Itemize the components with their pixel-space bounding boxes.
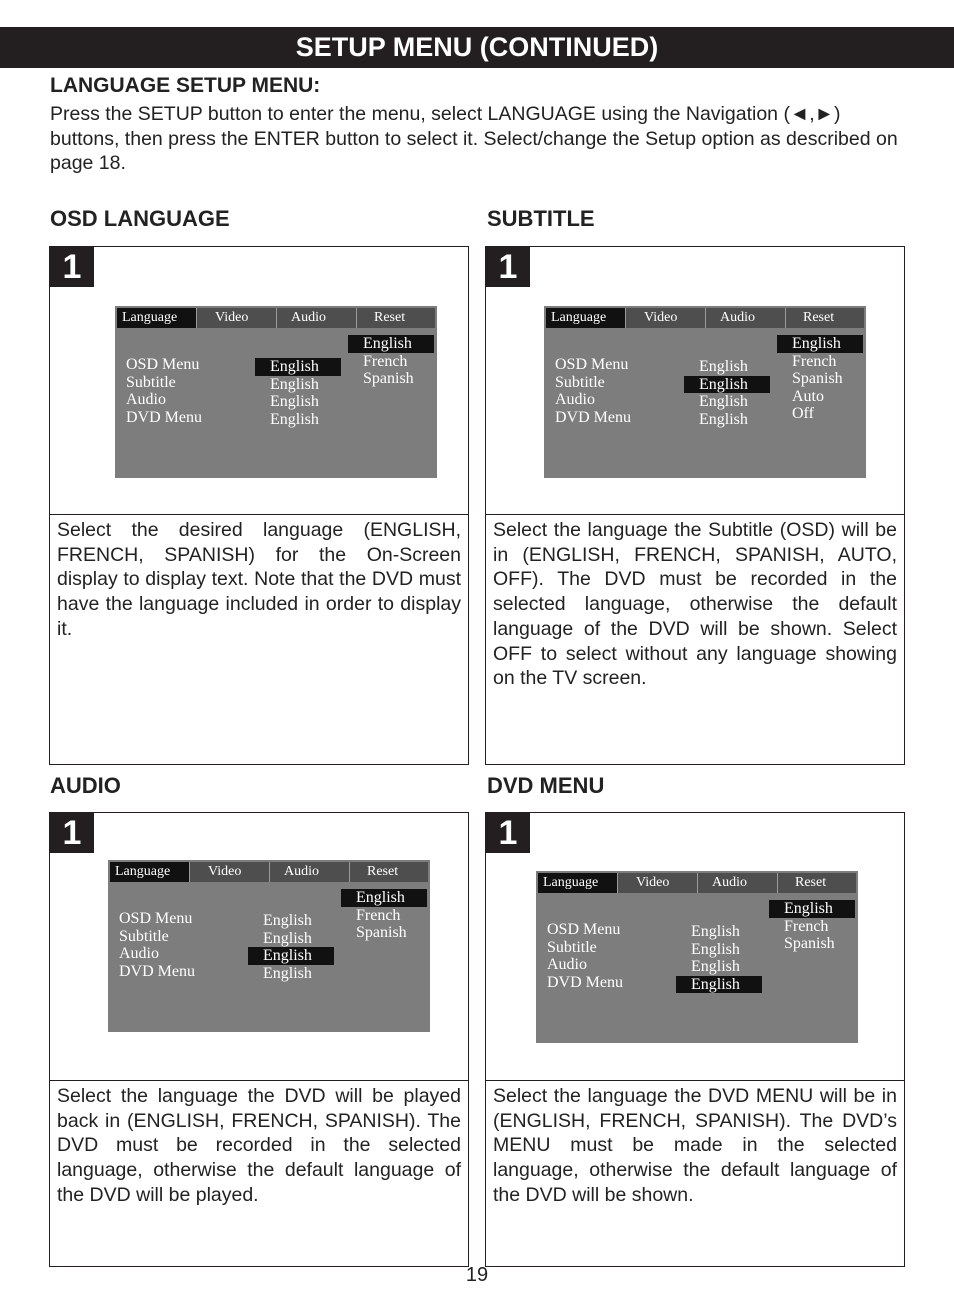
osd-value: English [691,940,740,958]
dvd-menu-description: Select the language the DVD MENU will be in (ENGLISH, FRENCH, SPANISH). The DVD’s MENU must be made in the selected language, otherwise the default language of the DVD will be shown. [493,1085,897,1206]
osd-row-labels [555,356,631,426]
osd-value: English [699,358,748,375]
osd-row-subtitle: Subtitle [555,373,605,391]
osd-row-labels [119,910,195,980]
audio-panel [49,812,469,1267]
page-banner: SETUP MENU (CONTINUED) [0,27,954,68]
osd-current-values [684,358,770,428]
audio-description: Select the language the DVD will be played back in (ENGLISH, FRENCH, SPANISH). The DVD must be recorded in the selected language, otherwise the default language of the DVD will be played. [57,1085,461,1206]
osd-option: English [769,900,855,918]
osd-option: English [777,335,863,353]
osd-value: English [255,358,341,376]
osd-value: English [248,947,334,965]
osd-screen [544,306,866,478]
osd-language-screen-area [50,247,468,515]
osd-tab-reset: Reset [803,310,835,325]
osd-tab-language: Language [117,308,197,328]
osd-option: French [784,917,829,935]
osd-row-subtitle: Subtitle [126,373,176,391]
osd-value: English [691,958,740,976]
osd-tab-video: Video [190,862,270,882]
osd-current-values [255,358,341,428]
osd-row-osd-menu: OSD Menu [119,910,193,927]
osd-row-subtitle: Subtitle [547,938,597,956]
osd-option: Spanish [363,370,414,388]
osd-tab-audio: Audio [706,308,786,328]
osd-option: English [348,335,434,353]
osd-row-dvd-menu: DVD Menu [547,973,623,991]
osd-option-list [769,900,855,953]
step-number-badge: 1 [50,247,94,287]
osd-row-osd-menu: OSD Menu [555,356,629,373]
osd-row-dvd-menu: DVD Menu [126,408,202,426]
subtitle-panel [485,246,905,765]
osd-tab-audio: Audio [270,862,350,882]
page-number: 19 [465,1264,489,1286]
osd-tab-video: Video [626,308,706,328]
osd-row-audio: Audio [119,945,159,963]
step-number-badge: 1 [50,813,94,853]
audio-screen-area [50,813,468,1081]
osd-screen [108,860,430,1032]
osd-row-subtitle: Subtitle [119,927,169,945]
osd-option: French [792,352,837,370]
osd-value: English [270,410,319,428]
language-setup-heading: LANGUAGE SETUP MENU: [50,74,321,97]
osd-option-list [341,889,427,942]
osd-option: Spanish [356,924,407,942]
osd-row-audio: Audio [126,391,166,409]
osd-option-list [777,335,863,423]
osd-tab-reset: Reset [374,310,406,325]
osd-tab-bar [538,873,856,893]
dvd-menu-screen-area [486,813,904,1081]
osd-value: English [676,976,762,994]
osd-value: English [699,393,748,411]
osd-tab-reset: Reset [795,875,827,890]
osd-value: English [691,923,740,940]
subtitle-screen-area [486,247,904,515]
osd-value: English [684,376,770,394]
osd-tab-language: Language [546,308,626,328]
osd-option: Spanish [784,935,835,953]
step-number-badge: 1 [486,247,530,287]
dvd-menu-panel [485,812,905,1267]
osd-row-labels [547,921,623,991]
osd-option: Auto [792,387,824,405]
osd-tab-audio: Audio [698,873,778,893]
step-number-badge: 1 [486,813,530,853]
osd-row-dvd-menu: DVD Menu [119,962,195,980]
osd-current-values [248,912,334,982]
osd-value: English [699,410,748,428]
osd-tab-language: Language [538,873,618,893]
osd-row-audio: Audio [547,956,587,974]
osd-current-values [676,923,762,993]
osd-value: English [263,964,312,982]
osd-row-labels [126,356,202,426]
osd-value: English [270,393,319,411]
audio-title: AUDIO [50,773,121,798]
subtitle-description: Select the language the Subtitle (OSD) will be in (ENGLISH, FRENCH, SPANISH, AUTO, OFF). The DVD must be recorded in the selected language, otherwise the default language of the DVD will be shown. Select OFF to select without any language showing on the TV screen. [493,519,897,690]
osd-row-dvd-menu: DVD Menu [555,408,631,426]
osd-value: English [270,375,319,393]
osd-option: French [363,352,408,370]
osd-tab-language: Language [110,862,190,882]
osd-option: English [341,889,427,907]
osd-tab-bar [117,308,435,328]
language-setup-intro: Press the SETUP button to enter the menu, select LANGUAGE using the Navigation (◄,►) buttons, then press the ENTER button to select it. Select/change the Setup option as described on page 18. [50,103,898,174]
osd-language-title: OSD LANGUAGE [50,206,230,231]
osd-row-osd-menu: OSD Menu [126,356,200,373]
osd-tab-audio: Audio [277,308,357,328]
dvd-menu-title: DVD MENU [487,773,605,798]
osd-row-osd-menu: OSD Menu [547,921,621,938]
osd-language-panel [49,246,469,765]
osd-screen [115,306,437,478]
osd-tab-bar [546,308,864,328]
osd-tab-video: Video [197,308,277,328]
osd-tab-bar [110,862,428,882]
osd-option-list [348,335,434,388]
osd-option: Off [792,405,814,423]
osd-row-audio: Audio [555,391,595,409]
osd-option: French [356,906,401,924]
osd-tab-reset: Reset [367,864,399,879]
osd-value: English [263,929,312,947]
osd-option: Spanish [792,370,843,388]
osd-value: English [263,912,312,929]
osd-language-description: Select the desired language (ENGLISH, FRENCH, SPANISH) for the On-Screen display to display text. Note that the DVD must have the language included in order to display it. [57,519,461,640]
osd-tab-video: Video [618,873,698,893]
osd-screen [536,871,858,1043]
subtitle-title: SUBTITLE [487,206,595,231]
